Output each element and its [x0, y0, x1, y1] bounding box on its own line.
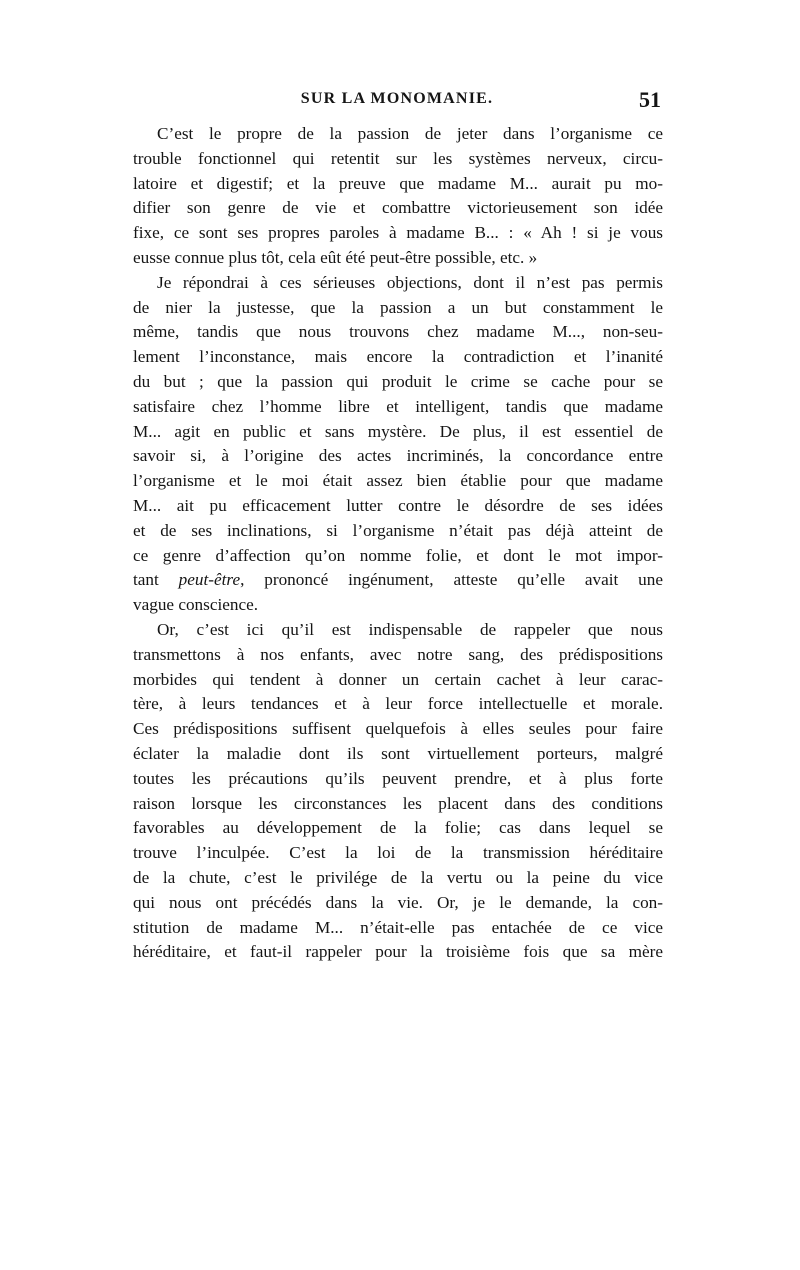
text-line: trouble fonctionnel qui retentit sur les systèmes nerveux, circu-	[133, 148, 663, 168]
text-line: tant peut-être, prononcé ingénument, atteste qu’elle avait une	[133, 570, 663, 590]
text-line: transmettons à nos enfants, avec notre sang, des prédispositions	[133, 644, 663, 664]
text-line: qui nous ont précédés dans la vie. Or, je le demande, la con-	[133, 892, 663, 912]
text-line: ce genre d’affection qu’on nomme folie, et dont le mot impor-	[133, 545, 663, 565]
text-line: stitution de madame M... n’était-elle pas entachée de ce vice	[133, 917, 663, 937]
text-line: Or, c’est ici qu’il est indispensable de rappeler que nous	[157, 619, 663, 639]
text-line: M... agit en public et sans mystère. De plus, il est essentiel de	[133, 421, 663, 441]
text-line: l’organisme et le moi était assez bien établie pour que madame	[133, 471, 663, 491]
page-header	[133, 87, 661, 120]
text-line: lement l’inconstance, mais encore la contradiction et l’inanité	[133, 347, 663, 367]
text-line: raison lorsque les circonstances les placent dans des conditions	[133, 793, 663, 813]
text-line: difier son genre de vie et combattre victorieusement son idée	[133, 198, 663, 218]
text-line: de la chute, c’est le privilége de la vertu ou la peine du vice	[133, 867, 663, 887]
text-line: latoire et digestif; et la preuve que madame M... aurait pu mo-	[133, 173, 663, 193]
text-line: satisfaire chez l’homme libre et intelligent, tandis que madame	[133, 396, 663, 416]
text-line: de nier la justesse, que la passion a un but constamment le	[133, 297, 663, 317]
text-line: favorables au développement de la folie; cas dans lequel se	[133, 818, 663, 838]
text-line: toutes les précautions qu’ils peuvent prendre, et à plus forte	[133, 768, 663, 788]
text-line: tère, à leurs tendances et à leur force intellectuelle et morale.	[133, 694, 663, 714]
running-title: SUR LA MONOMANIE.	[300, 90, 494, 107]
italic-text: peut-être	[178, 570, 241, 590]
text-line: eusse connue plus tôt, cela eût été peut-être possible, etc. »	[133, 247, 538, 267]
text-line: savoir si, à l’origine des actes incriminés, la concordance entre	[133, 446, 663, 466]
text-line: et de ses inclinations, si l’organisme n’était pas déjà atteint de	[133, 520, 663, 540]
text-line: héréditaire, et faut-il rappeler pour la troisième fois que sa mère	[133, 942, 663, 962]
text-line: M... ait pu efficacement lutter contre le désordre de ses idées	[133, 495, 663, 515]
text-line: éclater la maladie dont ils sont virtuellement porteurs, malgré	[133, 743, 663, 763]
paragraph	[133, 122, 663, 271]
text-line: morbides qui tendent à donner un certain cachet à leur carac-	[133, 669, 663, 689]
page-number: 51	[639, 87, 661, 112]
text-line: Ces prédispositions suffisent quelquefois à elles seules pour faire	[133, 719, 663, 739]
body-text	[133, 122, 663, 965]
text-line: vague conscience.	[133, 595, 259, 615]
text-line: même, tandis que nous trouvons chez madame M..., non-seu-	[133, 322, 663, 342]
text-line: trouve l’inculpée. C’est la loi de la transmission héréditaire	[133, 843, 663, 863]
text-line: fixe, ce sont ses propres paroles à madame B... : « Ah ! si je vous	[133, 223, 663, 243]
text-line: C’est le propre de la passion de jeter dans l’organisme ce	[157, 124, 663, 143]
paragraph	[133, 618, 663, 965]
text-line: du but ; que la passion qui produit le crime se cache pour se	[133, 371, 663, 391]
text-line: Je répondrai à ces sérieuses objections, dont il n’est pas permis	[157, 272, 663, 292]
paragraph	[133, 271, 663, 618]
